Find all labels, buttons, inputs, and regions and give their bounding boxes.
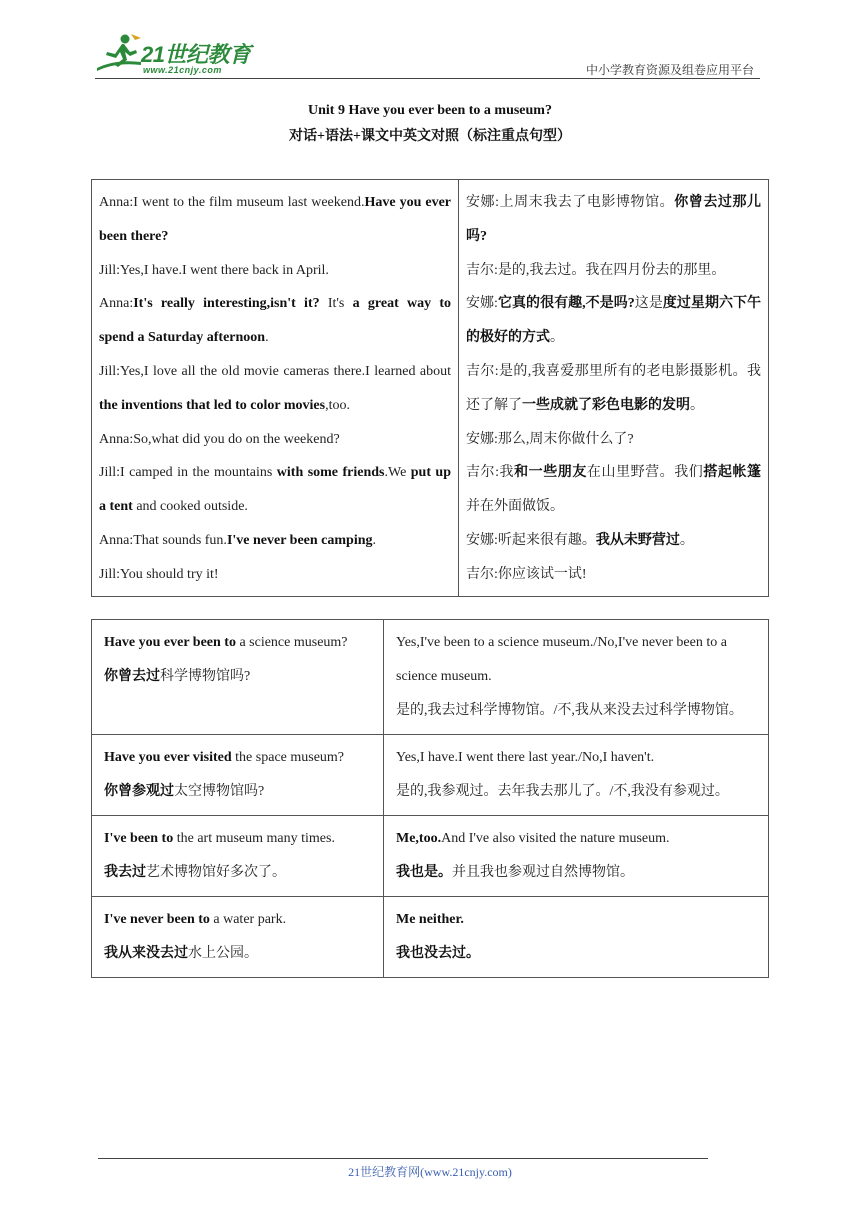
dialogue-line-english xyxy=(99,254,451,288)
text-segment: Jill:Yes,I love all the old movie cameras there.I learned about xyxy=(99,363,451,379)
text-segment: 并在外面做饭。 xyxy=(466,499,564,515)
key-phrase: 一些成就了彩色电影的发明 xyxy=(522,397,690,413)
key-phrase: 你曾去过 xyxy=(104,669,160,684)
dialogue-line-chinese xyxy=(466,254,761,288)
grammar-line xyxy=(104,660,376,694)
text-segment: 这是 xyxy=(634,296,663,312)
key-phrase: I've never been to xyxy=(104,912,210,927)
text-segment: Yes,I have.I went there last year./No,I haven't. xyxy=(396,750,655,765)
key-phrase: the inventions that led to color movies xyxy=(99,397,326,413)
grammar-question-cell xyxy=(92,897,384,978)
text-segment: 科学博物馆吗? xyxy=(160,669,251,684)
page-subtitle: 对话+语法+课文中英文对照（标注重点句型） xyxy=(289,129,571,144)
dialogue-line-chinese xyxy=(466,355,761,423)
key-phrase: 我从未野营过 xyxy=(595,532,680,548)
dialogue-line-english xyxy=(99,186,451,254)
key-phrase: 你曾去过那儿吗? xyxy=(466,195,762,244)
dialogue-line-chinese xyxy=(466,287,761,355)
dialogue-line-chinese xyxy=(466,524,761,558)
grammar-line xyxy=(396,694,761,728)
logo-url: www.21cnjy.com xyxy=(143,65,222,75)
text-segment: 。 xyxy=(679,532,694,548)
logo-text: 21世纪教育 xyxy=(141,42,251,67)
dialogue-english-cell xyxy=(92,180,459,597)
dialogue-line-english xyxy=(99,558,451,592)
grammar-question-cell xyxy=(92,816,384,897)
grammar-line xyxy=(396,903,761,937)
key-phrase: Me,too. xyxy=(396,831,442,846)
footer-link[interactable]: 21世纪教育网(www.21cnjy.com) xyxy=(348,1165,512,1179)
grammar-line xyxy=(104,856,376,890)
text-segment: the art museum many times. xyxy=(173,831,335,846)
dialogue-row xyxy=(92,180,769,597)
site-logo[interactable] xyxy=(95,32,265,80)
dialogue-line-english xyxy=(99,456,451,524)
page-title: Unit 9 Have you ever been to a museum? xyxy=(308,103,552,118)
dialogue-line-english xyxy=(99,524,451,558)
platform-label: 中小学教育资源及组卷应用平台 xyxy=(585,63,754,77)
grammar-row xyxy=(92,620,769,735)
key-phrase: 它真的很有趣,不是吗? xyxy=(497,296,635,312)
dialogue-table xyxy=(91,179,769,597)
key-phrase: 我去过 xyxy=(104,865,146,880)
key-phrase: 我也没去过。 xyxy=(396,946,480,961)
grammar-answer-cell xyxy=(384,735,769,816)
key-phrase: Have you ever been there? xyxy=(99,195,451,244)
text-segment: 吉尔:是的,我去过。我在四月份去的那里。 xyxy=(466,262,726,278)
text-segment: . xyxy=(265,330,269,346)
key-phrase: 搭起帐篷 xyxy=(703,465,762,481)
dialogue-line-english xyxy=(99,423,451,457)
text-segment: Yes,I've been to a science museum./No,I've never been to a science museum. xyxy=(396,635,727,684)
text-segment: 并且我也参观过自然博物馆。 xyxy=(452,865,634,880)
header-divider xyxy=(95,78,760,79)
grammar-line xyxy=(104,822,376,856)
key-phrase: 度过星期六下午的极好的方式 xyxy=(466,296,762,346)
footer-divider xyxy=(98,1158,708,1159)
text-segment: 吉尔:你应该试一试! xyxy=(466,566,587,582)
grammar-question-cell xyxy=(92,620,384,735)
key-phrase: I've been to xyxy=(104,831,174,846)
key-phrase: Have you ever been to xyxy=(104,635,236,650)
text-segment: 。 xyxy=(550,330,564,346)
grammar-answer-cell xyxy=(384,897,769,978)
text-segment: Jill:You should try it! xyxy=(99,566,219,582)
text-segment: 在山里野营。我们 xyxy=(586,465,704,481)
grammar-line xyxy=(396,775,761,809)
text-segment: 安娜:听起来很有趣。 xyxy=(466,532,596,548)
dialogue-line-chinese xyxy=(466,186,761,254)
dialogue-line-chinese xyxy=(466,456,761,524)
runner-logo-icon xyxy=(95,32,143,78)
text-segment: 。 xyxy=(690,397,704,413)
text-segment: a water park. xyxy=(209,912,287,927)
text-segment: 是的,我参观过。去年我去那儿了。/不,我没有参观过。 xyxy=(396,784,729,799)
text-segment: And I've also visited the nature museum. xyxy=(441,831,670,846)
grammar-question-cell xyxy=(92,735,384,816)
text-segment: 是的,我去过科学博物馆。/不,我从来没去过科学博物馆。 xyxy=(396,703,743,718)
text-segment: . xyxy=(372,532,377,548)
text-segment: ,too. xyxy=(325,397,350,413)
text-segment: 安娜:上周末我去了电影博物馆。 xyxy=(466,195,675,210)
key-phrase: Me neither. xyxy=(396,912,464,927)
page-header xyxy=(95,32,760,80)
grammar-row xyxy=(92,735,769,816)
text-segment: and cooked outside. xyxy=(132,499,248,515)
text-segment: 艺术博物馆好多次了。 xyxy=(146,865,286,880)
dialogue-line-chinese xyxy=(466,558,761,592)
key-phrase: 和一些朋友 xyxy=(514,465,587,481)
key-phrase: 我也是。 xyxy=(396,865,452,880)
grammar-line xyxy=(396,856,761,890)
text-segment: 水上公园。 xyxy=(188,946,258,961)
grammar-line xyxy=(396,741,761,775)
text-segment: .We xyxy=(384,465,411,481)
grammar-line xyxy=(396,937,761,971)
key-phrase: Have you ever visited xyxy=(104,750,232,765)
text-segment: Anna:I went to the film museum last weekend. xyxy=(99,195,365,210)
grammar-line xyxy=(396,822,761,856)
key-phrase: 你曾参观过 xyxy=(104,784,174,799)
key-phrase: 我从来没去过 xyxy=(104,946,188,961)
text-segment: 吉尔:是的,我喜爱那里所有的老电影摄影机。我还了解了 xyxy=(466,363,761,413)
text-segment: Jill:I camped in the mountains xyxy=(99,465,277,481)
key-phrase: I've never been camping xyxy=(226,532,373,548)
text-segment: Jill:Yes,I have.I went there back in April. xyxy=(99,262,329,278)
key-phrase: a great way to spend a Saturday afternoon xyxy=(99,296,451,346)
grammar-line xyxy=(104,937,376,971)
text-segment: 安娜:那么,周末你做什么了? xyxy=(466,431,634,447)
dialogue-line-english xyxy=(99,287,451,355)
grammar-answer-cell xyxy=(384,816,769,897)
text-segment: 安娜: xyxy=(466,296,498,312)
grammar-answer-cell xyxy=(384,620,769,735)
text-segment: Anna: xyxy=(99,296,134,312)
grammar-row xyxy=(92,897,769,978)
dialogue-line-chinese xyxy=(466,423,761,457)
grammar-line xyxy=(104,775,376,809)
dialogue-line-english xyxy=(99,355,451,423)
grammar-line xyxy=(104,741,376,775)
key-phrase: It's really interesting,isn't it? xyxy=(133,296,320,312)
key-phrase: with some friends xyxy=(276,465,385,481)
grammar-table xyxy=(91,619,769,978)
text-segment: Anna:That sounds fun. xyxy=(99,532,227,548)
text-segment: a science museum? xyxy=(235,635,348,650)
text-segment: It's xyxy=(319,296,353,312)
text-segment: Anna:So,what did you do on the weekend? xyxy=(99,431,340,447)
text-segment: the space museum? xyxy=(231,750,345,765)
grammar-line xyxy=(104,903,376,937)
grammar-row xyxy=(92,816,769,897)
text-segment: 太空博物馆吗? xyxy=(174,784,265,799)
key-phrase: put up a tent xyxy=(99,465,452,515)
dialogue-chinese-cell xyxy=(459,180,769,597)
text-segment: 吉尔:我 xyxy=(466,465,515,481)
grammar-line xyxy=(104,626,376,660)
grammar-line xyxy=(396,626,761,694)
